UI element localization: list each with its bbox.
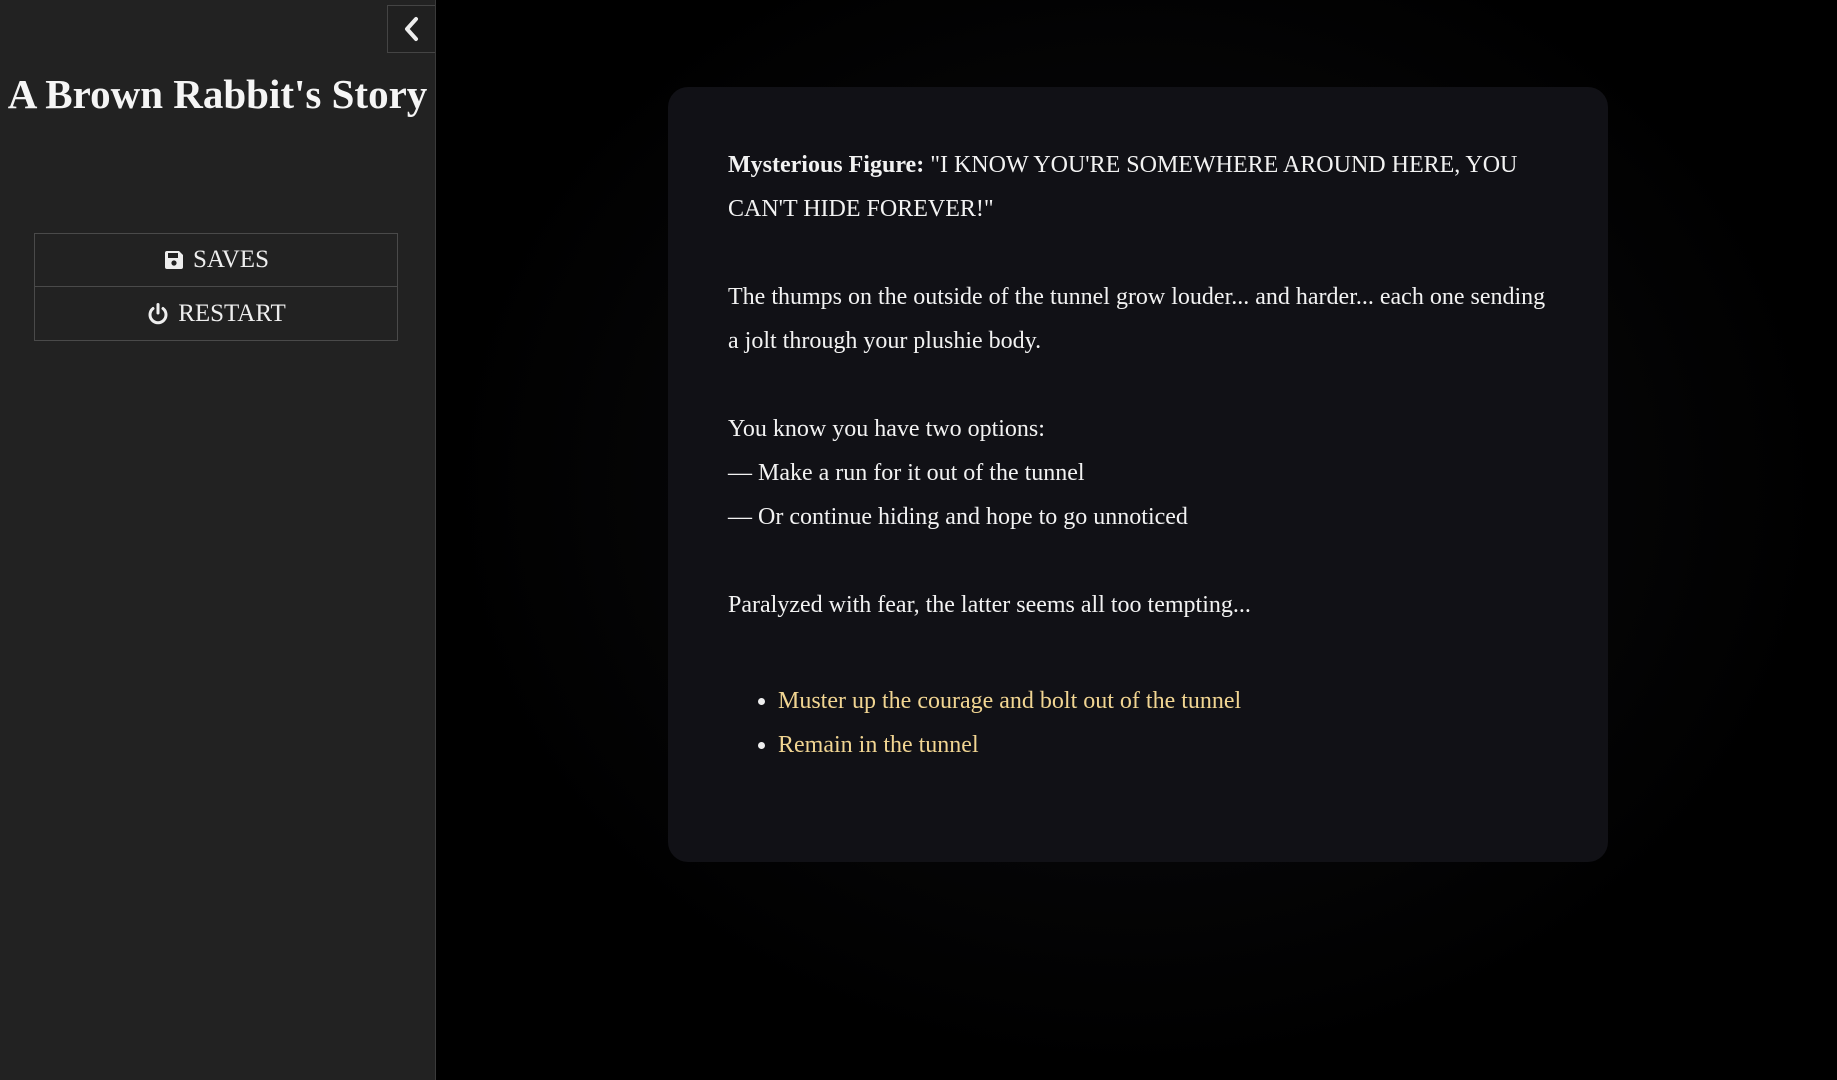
floppy-disk-icon	[163, 249, 185, 271]
options-intro: You know you have two options:	[728, 416, 1045, 442]
restart-button[interactable]	[34, 287, 398, 341]
speech-text: "I KNOW YOU'RE SOMEWHERE AROUND HERE, YOU CAN'T HIDE FOREVER!"	[728, 152, 1518, 222]
saves-button[interactable]	[34, 233, 398, 287]
options-paragraph	[728, 407, 1548, 539]
passage-card	[668, 87, 1608, 862]
saves-label: SAVES	[193, 246, 269, 273]
passage-paragraph: The thumps on the outside of the tunnel grow louder... and harder... each one sending a jolt through your plushie body.	[728, 284, 1546, 354]
dialogue-paragraph	[728, 143, 1548, 231]
choice-link-remain[interactable]: • Remain in the tunnel	[778, 723, 1548, 767]
passage-paragraph: Paralyzed with fear, the latter seems all too tempting...	[728, 592, 1251, 618]
speaker-name: Mysterious Figure:	[728, 152, 925, 178]
story-title: A Brown Rabbit's Story	[7, 71, 428, 117]
sidebar	[0, 0, 436, 1080]
restart-label: RESTART	[178, 299, 286, 327]
choice-list	[728, 679, 1548, 767]
option-line: — Make a run for it out of the tunnel	[728, 460, 1085, 486]
chevron-left-icon	[402, 16, 422, 42]
sidebar-toggle-button[interactable]	[387, 5, 435, 53]
option-line: — Or continue hiding and hope to go unnoticed	[728, 504, 1188, 530]
choice-link-bolt[interactable]: • Muster up the courage and bolt out of the tunnel	[778, 679, 1548, 723]
power-icon	[146, 302, 170, 326]
sidebar-menu	[34, 233, 398, 341]
